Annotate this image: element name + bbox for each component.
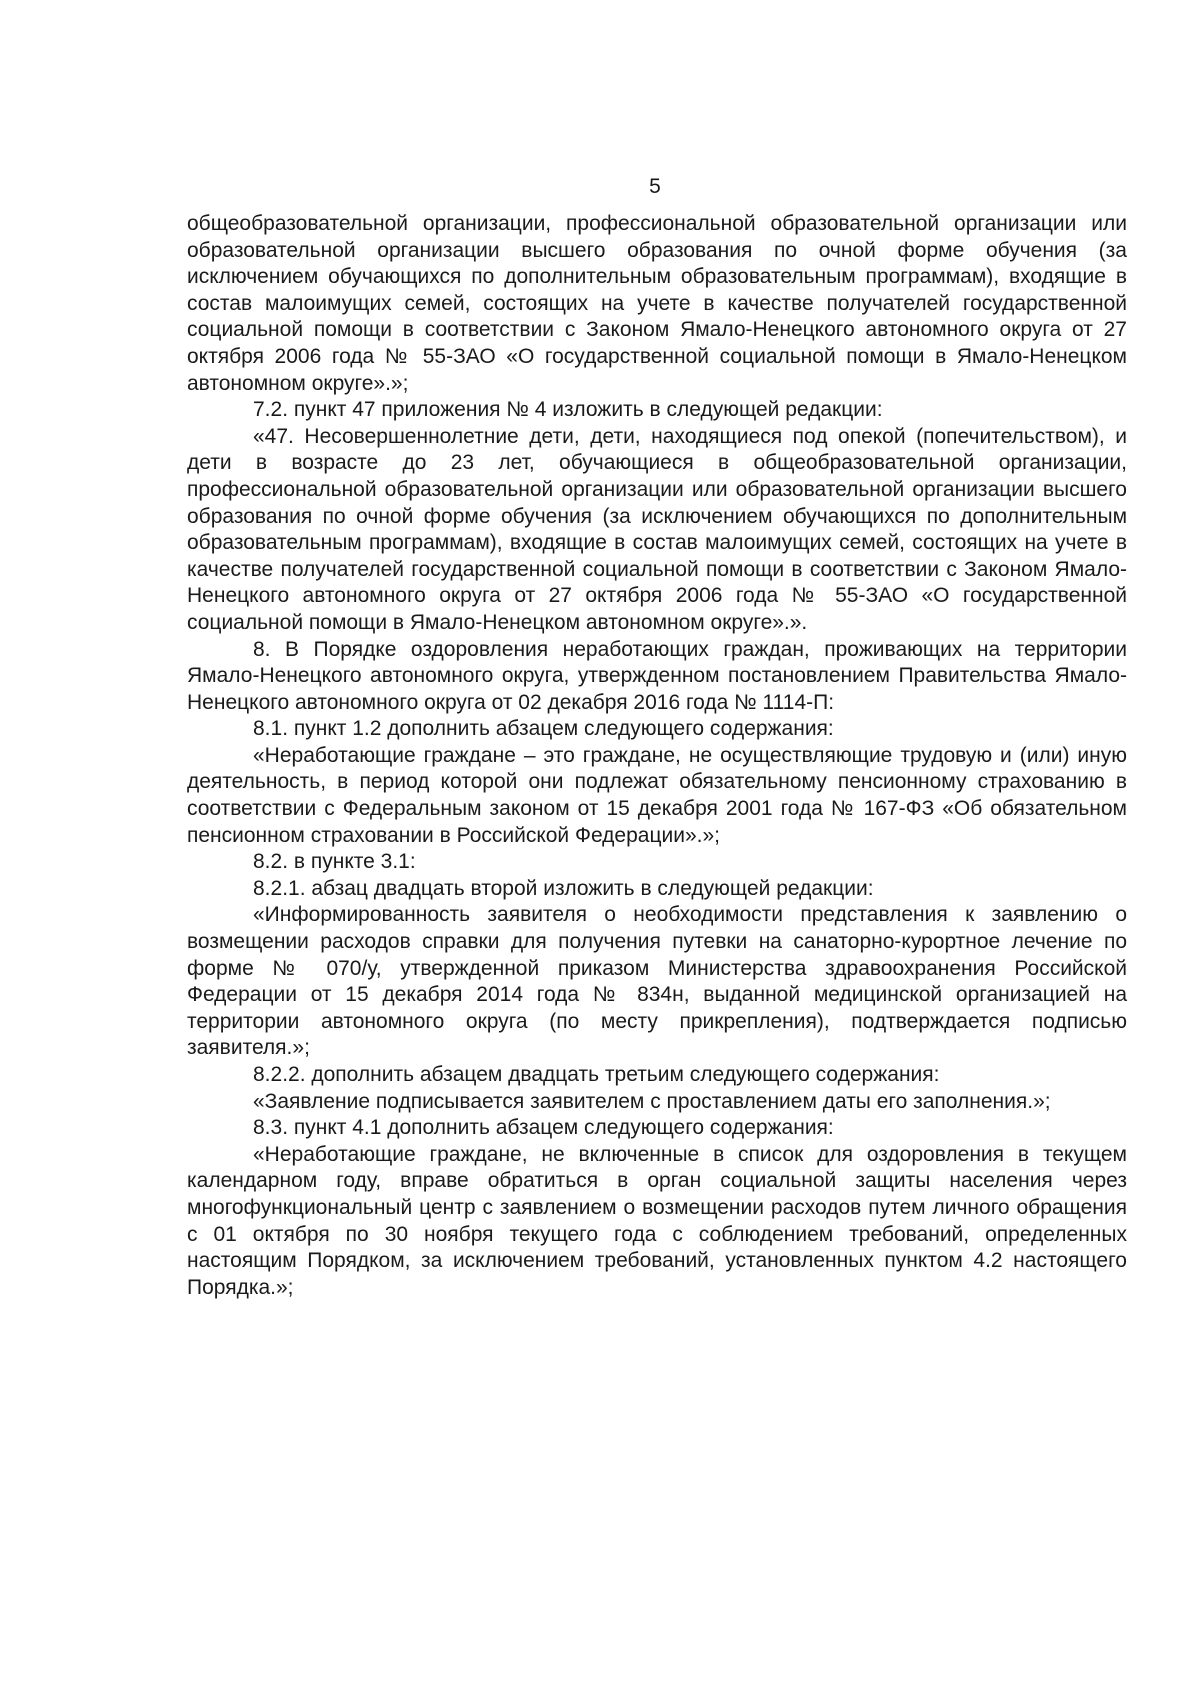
paragraph: 8.1. пункт 1.2 дополнить абзацем следующего содержания: bbox=[253, 717, 834, 741]
paragraph: «47. Несовершеннолетние дети, дети, находящиеся под опекой (попечительством), и дети в возрасте до 23 лет, обучающиеся в общеобразовательной организации, профессиональной образовательной организации или образовательной организации высшего образования по очной форме обучения (за исключением обучающихся по дополнительным образовательным программам), входящие в состав малоимущих семей, состоящих на учете в качестве получателей государственной социальной помощи в соответствии с Законом Ямало-Ненецкого автономного округа от 27 октября 2006 года № 55-ЗАО «О государственной социальной помощи в Ямало-Ненецком автономном округе».». bbox=[187, 424, 1127, 634]
paragraph: «Информированность заявителя о необходимости представления к заявлению о возмещении расходов справки для получения путевки на санаторно-курортное лечение по форме № 070/у, утвержденной приказом Министерства здравоохранения Российской Федерации от 15 декабря 2014 года № 834н, выданной медицинской организацией на территории автономного округа (по месту прикрепления), подтверждается подписью заявителя.»; bbox=[187, 903, 1127, 1060]
paragraph: 8.2.2. дополнить абзацем двадцать третьим следующего содержания: bbox=[253, 1063, 940, 1086]
paragraph: 8.2.1. абзац двадцать второй изложить в следующей редакции: bbox=[253, 876, 874, 900]
paragraph: общеобразовательной организации, профессиональной образовательной организации или образовательной организации высшего образования по очной форме обучения (за исключением обучающихся по дополнительным образовательным программам), входящие в состав малоимущих семей, состоящих на учете в качестве получателей государственной социальной помощи в соответствии с Законом Ямало-Ненецкого автономного округа от 27 октября 2006 года № 55-ЗАО «О государственной социальной помощи в Ямало-Ненецком автономном округе».»; bbox=[187, 212, 1127, 395]
document-body bbox=[187, 211, 1127, 1301]
paragraph: «Неработающие граждане, не включенные в список для оздоровления в текущем календарном году, вправе обратиться в орган социальной защиты населения через многофункциональный центр с заявлением о возмещении расходов путем личного обращения с 01 октября по 30 ноября текущего года с соблюдением требований, определенных настоящим Порядком, за исключением требований, установленных пунктом 4.2 настоящего Порядка.»; bbox=[187, 1142, 1127, 1299]
paragraph: 7.2. пункт 47 приложения № 4 изложить в следующей редакции: bbox=[253, 398, 883, 422]
paragraph: 8.3. пункт 4.1 дополнить абзацем следующего содержания: bbox=[253, 1116, 834, 1140]
paragraph: «Заявление подписывается заявителем с проставлением даты его заполнения.»; bbox=[253, 1089, 1051, 1113]
paragraph: 8. В Порядке оздоровления неработающих граждан, проживающих на территории Ямало-Ненецкого автономного округа, утвержденном постановлением Правительства Ямало-Ненецкого автономного округа от 02 декабря 2016 года № 1114-П: bbox=[187, 637, 1127, 714]
page-number: 5 bbox=[649, 175, 661, 198]
paragraph: 8.2. в пункте 3.1: bbox=[253, 850, 416, 874]
paragraph: «Неработающие граждане – это граждане, не осуществляющие трудовую и (или) иную деятельность, в период которой они подлежат обязательному пенсионному страхованию в соответствии с Федеральным законом от 15 декабря 2001 года № 167-ФЗ «Об обязательном пенсионном страховании в Российской Федерации».»; bbox=[187, 743, 1127, 847]
